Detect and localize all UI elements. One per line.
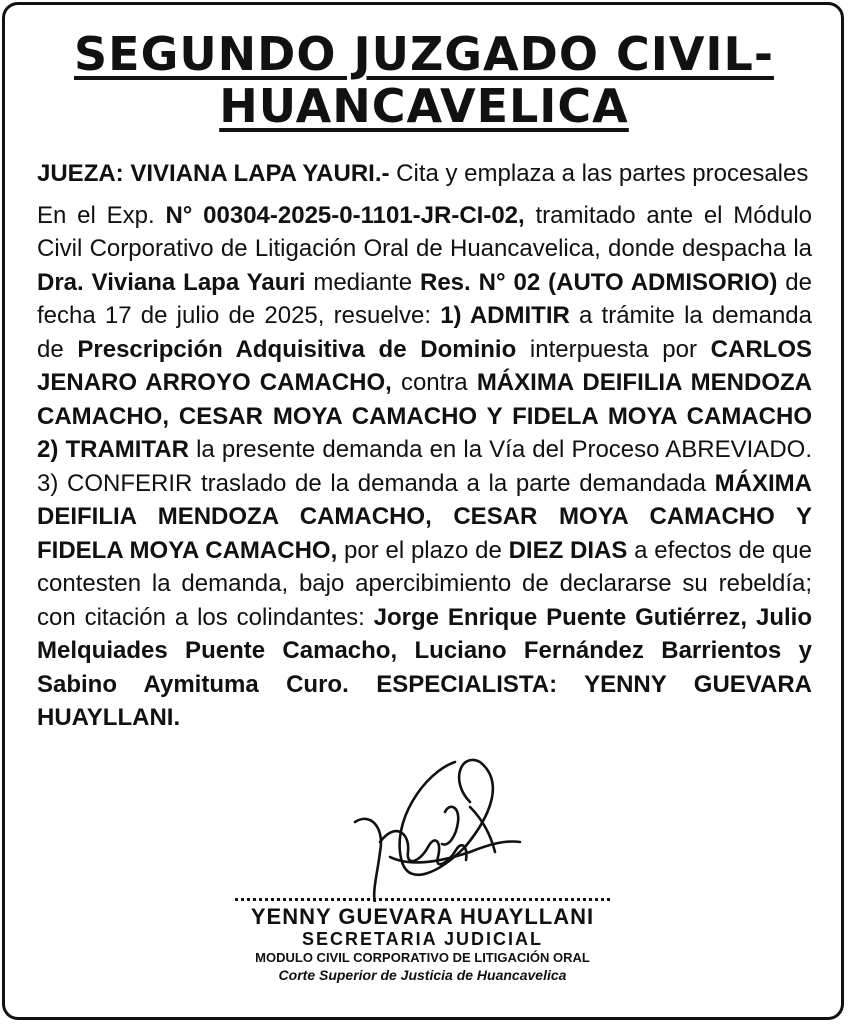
judge-label: JUEZA: VIVIANA LAPA YAURI.- [37,160,390,187]
stamp-court: Corte Superior de Justicia de Huancavelica [278,967,567,983]
title-line-2: HUANCAVELICA [219,79,629,133]
intro-paragraph [37,157,812,191]
text-segment: por el plazo de [337,536,509,564]
text-segment: tramitado ante el Módulo Civil Corporativo de Litigación Oral de Huancavelica, donde despacha la [37,201,813,262]
text-segment: a efectos de que contesten la demanda, bajo apercibimiento de declararse su rebeldía; con citación a los colindantes: [37,536,812,631]
handwritten-signature [330,752,550,902]
matter: Prescripción Adquisitiva de Dominio [77,335,517,363]
stamp-name: YENNY GUEVARA HUAYLLANI [250,904,595,929]
text-segment: de fecha 17 de julio de 2025, resuelve: [37,268,813,329]
notice-title [0,28,848,132]
resolution-number: Res. N° 02 (AUTO ADMISORIO) [420,268,778,296]
stamp-office: MODULO CIVIL CORPORATIVO DE LITIGACIÓN ORAL [255,950,590,965]
stamp-dotted-line [235,898,610,901]
text-segment: En el Exp. [37,201,166,229]
text-segment: mediante [305,268,420,296]
admit-clause: 1) ADMITIR [440,302,570,329]
term: DIEZ DIAS [508,536,628,564]
text-segment: interpuesta por [516,335,711,363]
official-stamp [235,898,610,984]
defendants-names-2: MÁXIMA DEIFILIA MENDOZA CAMACHO, CESAR MOYA CAMACHO Y FIDELA MOYA CAMACHO, [37,469,812,564]
defendants-names: MÁXIMA DEIFILIA MENDOZA CAMACHO, CESAR MOYA CAMACHO Y FIDELA MOYA CAMACHO 2) TRAMITAR [37,369,812,463]
title-line-1: SEGUNDO JUZGADO CIVIL- [74,27,774,81]
intro-text: Cita y emplaza a las partes procesales [389,160,809,187]
stamp-role: SECRETARIA JUDICIAL [301,929,543,949]
judge-name: Dra. Viviana Lapa Yauri [37,268,306,296]
text-segment: contra [391,369,477,396]
plaintiff-name: CARLOS JENARO ARROYO CAMACHO, [37,335,813,396]
main-paragraph [37,199,812,735]
text-segment: la presente demanda en la Vía del Proceso ABREVIADO. 3) CONFERIR traslado de la demanda a la parte demandada [37,436,812,497]
neighbors-and-specialist: Jorge Enrique Puente Gutiérrez, Julio Melquiades Puente Camacho, Luciano Fernández Barrientos y Sabino Aymituma Curo. ESPECIALISTA: YENNY GUEVARA HUAYLLANI. [37,603,813,731]
text-segment: a trámite la demanda de [37,302,813,363]
notice-body [37,157,812,743]
expedient-number: N° 00304-2025-0-1101-JR-CI-02, [165,201,525,229]
